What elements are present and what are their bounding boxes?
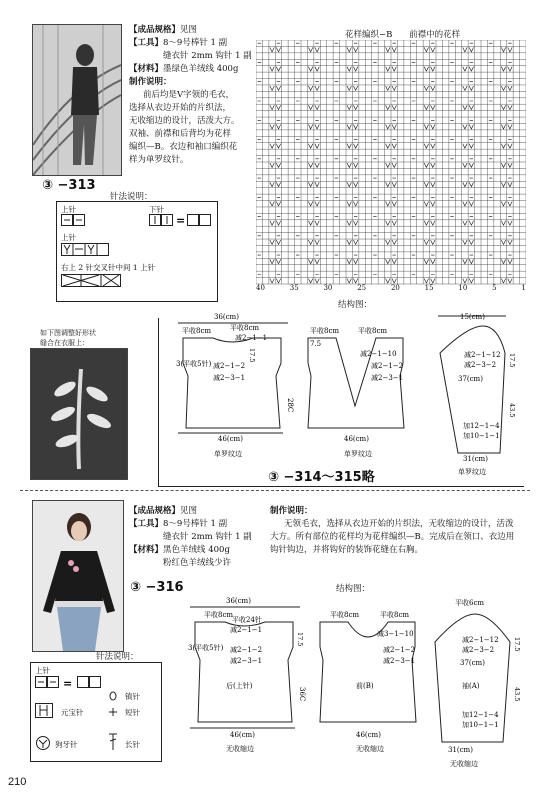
instruction-line: 双袖、前襟和后背均为花样 [129,129,232,139]
leaf-motif-photo [30,348,128,480]
pattern-number-316: ③ −316 [130,580,184,595]
back-armhole-label: 3(平收5针) [176,360,212,368]
chart-axis [256,284,526,292]
sleeve-inc2-label: 加10−1−1 [462,721,499,729]
instruction-line: 前后均是V字领的毛衣， [143,90,235,100]
chart-title [345,28,460,40]
front-dec3-label: 减2−3−1 [371,374,404,382]
front-dec3-label: 减2−3−1 [383,657,416,665]
spec-block-316 [129,505,265,570]
pattern-number-314: ③ −314～315略 [268,470,375,485]
instruction-line: 钩针钩边，并将钩好的装饰花缝在右胸。 [270,545,424,555]
sleeve-inc1-label: 加12−1−4 [462,711,499,719]
instruction-line: 无领毛衣，选择从衣边开始的片织法，无收缩边的设计，活泼 [284,519,514,529]
legend-single-label: 短针 [125,708,140,717]
sleeve-width-label: 37(cm) [460,659,485,667]
front-dec2-label: 减2−1−2 [371,362,404,370]
legend-title-316: 针法说明： [96,652,139,662]
back-neck-label: 平收8cm [230,324,260,332]
back-neck-label: 平收24针 [232,616,262,624]
material-value1: 黑色羊绒线 400g [163,545,230,555]
material-value: 墨绿色羊绒线 400g [163,64,239,74]
sleeve-edge-label: 无收缩边 [450,760,478,768]
axis-tick: 20 [390,284,400,292]
chart-grid-lines [256,40,526,284]
tools-label: 【工具】 [129,519,164,529]
front-hem-label: 46(cm) [356,731,381,739]
sleeve-top-label: 15(cm) [460,313,485,321]
svg-text:=: = [176,214,186,227]
sleeve-height1-label: 17.5 [513,637,521,652]
knitting-chart-grid [256,40,526,290]
legend-chain-label: 镇针 [125,692,140,701]
legend-double-label: 长针 [125,740,140,749]
note-block [40,328,96,348]
material-label: 【材料】 [129,545,164,555]
legend-picot-label: 狗牙针 [55,740,78,749]
staircase-image [33,25,121,175]
instructions-block-316 [270,505,532,557]
spec-label: 【成品规格】 [129,506,181,516]
sleeve-piece-label: 袖(A) [462,682,480,690]
back-side-label: 28C [286,398,294,413]
page-number: 210 [8,776,27,788]
leaf-motif-image [31,349,127,479]
instruction-line: 无收缩边的设计，活泼大方。 [129,116,240,126]
diagram-title-314: 结构图： [338,300,373,310]
structure-diagram-314 [158,308,528,486]
front-shoulder-label: 平收8cm [330,611,360,619]
back-width-label: 36(cm) [214,313,239,321]
front-piece-label: 前(B) [356,682,374,690]
section-divider [20,490,530,491]
instruction-line: 样为单罗纹针。 [129,155,189,165]
back-shoulder-label: 平收8cm [204,611,234,619]
back-dec3-label: 减2−3−1 [230,657,263,665]
back-dec2-label: 减2−1−2 [230,646,263,654]
back-shoulder-label: 平收8cm [182,327,212,335]
sleeve-cuff-label: 31(cm) [448,746,473,754]
chart-stitch-symbols [258,43,513,283]
back-dec2-label: 减2−1−2 [213,362,246,370]
front-dec2-label: 减2−1−2 [383,646,416,654]
front-dec1-label: 减2−1−10 [360,350,397,358]
tools-line2: 缝衣针 2mm 钩针 1 副 [163,51,252,61]
structure-diagram-316 [170,592,535,772]
back-side-label: 36C [298,687,306,702]
note-line: 缝合在衣服上： [40,339,89,347]
diagram-title-316: 结构图： [336,584,371,594]
sleeve-inc2-label: 加10−1−1 [463,432,500,440]
axis-tick: 40 [256,284,265,292]
sleeve-height2-label: 43.5 [508,403,516,418]
front-rib-label: 单罗纹边 [344,450,372,458]
front-dec1-label: 减3−1−10 [377,630,414,638]
back-height-label: 17.5 [248,348,256,363]
single-crochet-icon [107,707,119,717]
sleeve-width-label: 37(cm) [458,375,483,383]
chart-title-text: 花样编织−B [345,30,393,40]
tools-line2: 缝衣针 2mm 钩针 1 副 [163,532,252,542]
knit-equals-icon [149,212,219,228]
tools-line1: 8～9号棒针 1 副 [163,519,228,529]
instructions-title: 制作说明： [129,77,172,87]
instructions-title: 制作说明： [270,506,313,516]
front-neck-label: 平收8cm [380,611,410,619]
back-edge-label: 无收缩边 [226,745,254,753]
sleeve-top-label: 平收6cm [455,599,485,607]
tools-label: 【工具】 [129,38,164,48]
front-shoulder-label: 平收8cm [310,327,340,335]
back-dec3-label: 减2−3−1 [213,374,246,382]
stitch-legend-313 [56,201,218,302]
cross-symbol-icon [61,243,109,257]
sleeve-rib-label: 单罗纹边 [458,468,486,476]
stitch-legend-316 [30,662,162,762]
cable-cross-icon [61,274,121,288]
back-piece-label: 后(上针) [226,682,253,690]
legend-knit-label: 下针 [149,205,164,214]
instruction-line: 大方。所有部位的花样均为花样编织—B。完成后在领口、衣边用 [270,532,515,542]
axis-tick: 35 [289,284,299,292]
sleeve-dec2-label: 减2−3−2 [464,361,497,369]
note-line: 如下图调整好形状 [40,329,96,337]
back-hem-label: 46(cm) [218,435,243,443]
purl-equals-icon [35,674,115,690]
spec-value: 见图 [180,506,198,516]
back-rib-label: 单罗纹边 [214,450,242,458]
legend-purl-label: 上针 [61,205,76,214]
front-edge-label: 无收缩边 [356,745,384,753]
instruction-line: 编织—B。衣边和袖口编织花 [129,142,238,152]
double-crochet-icon [107,733,119,751]
back-dec1-label: 减2−1−1 [235,334,268,342]
model-photo-313 [32,24,122,176]
sleeve-height2-label: 43.5 [513,687,521,702]
back-hem-label: 46(cm) [230,731,255,739]
legend-purl2-label: 上针 [61,233,76,242]
pattern-number-313: ③ −313 [42,178,96,193]
axis-tick: 10 [458,284,468,292]
front-hem-label: 46(cm) [344,435,369,443]
spec-block-313 [129,24,259,167]
purl-symbol-icon [61,214,85,226]
sleeve-dec1-label: 减2−1−12 [462,636,499,644]
chart-subtitle: 前襟中的花样 [409,30,461,40]
sleeve-dec2-label: 减2−3−2 [462,646,495,654]
axis-tick: 25 [357,284,367,292]
legend-brioche-label: 元宝针 [61,708,84,717]
front-v-label: 7.5 [310,340,322,348]
axis-tick: 30 [323,284,333,292]
chain-symbol-icon [107,691,119,701]
instruction-line: 选择从衣边开始的片织法， [129,103,232,113]
tools-line1: 8～9号棒针 1 副 [163,38,228,48]
material-label: 【材料】 [129,64,164,74]
sleeve-inc1-label: 加12−1−4 [463,422,500,430]
brioche-symbol-icon [35,703,55,719]
back-armhole-label: 3(平收5针) [188,644,224,652]
material-value2: 粉红色羊绒线少许 [163,558,232,568]
sleeve-cuff-label: 31(cm) [463,455,488,463]
legend-cross-label: 右上 2 针交叉针中间 1 上针 [61,263,156,272]
axis-tick: 15 [424,284,434,292]
model-photo-316 [32,500,124,652]
axis-tick: 5 [492,284,497,292]
sleeve-dec1-label: 减2−1−12 [464,351,501,359]
picot-symbol-icon [35,735,51,751]
axis-tick: 1 [521,284,526,292]
back-width-label: 36(cm) [226,597,251,605]
model-image [33,501,123,651]
sleeve-height1-label: 17.5 [508,353,516,368]
legend-title-313: 针法说明： [110,192,153,202]
back-dec1-label: 减2−1−1 [230,626,263,634]
legend-purl-label: 上针 [35,666,50,675]
back-height-label: 17.5 [296,632,304,647]
svg-text:=: = [63,677,73,690]
front-neck-label: 平收8cm [358,327,388,335]
spec-label: 【成品规格】 [129,25,181,35]
spec-value: 见图 [180,25,198,35]
